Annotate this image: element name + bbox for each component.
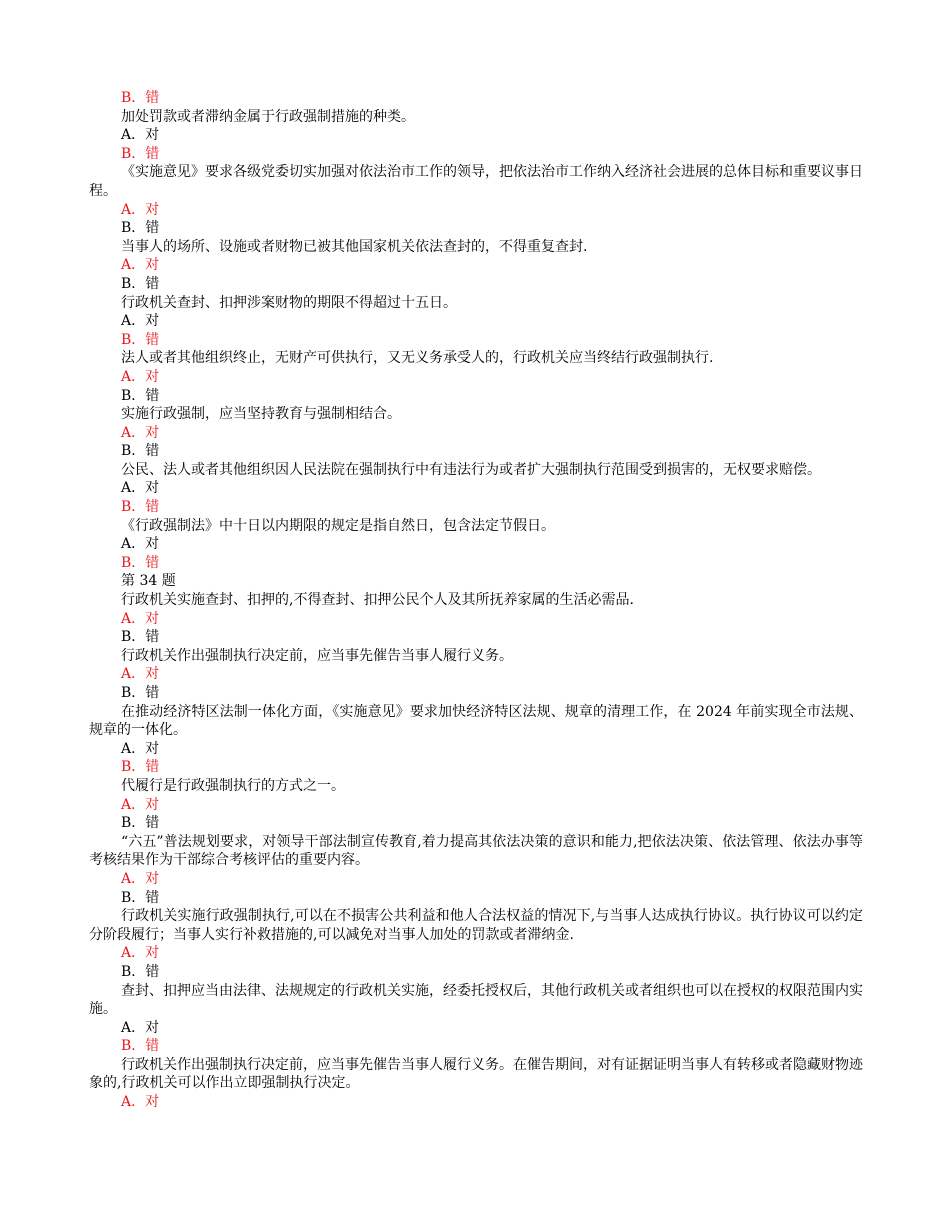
question-text: 实施行政强制，应当坚持教育与强制相结合。 [121, 406, 401, 423]
question-text: 当事人的场所、设施或者财物已被其他国家机关依法查封的，不得重复查封. [121, 238, 588, 255]
correct-answer-option: B．错 [121, 554, 160, 571]
correct-answer-option: A．对 [121, 666, 160, 683]
correct-answer-option: A．对 [121, 257, 160, 274]
answer-option: A．对 [121, 1019, 160, 1036]
answer-option: A．对 [121, 313, 160, 330]
question-text: 《实施意见》要求各级党委切实加强对依法治市工作的领导，把依法治市工作纳入经济社会进展的总体目标和重要议事日程。 [89, 164, 863, 199]
question-text: 《行政强制法》中十日以内期限的规定是指自然日，包含法定节假日。 [121, 517, 555, 534]
correct-answer-option: A．对 [121, 945, 160, 962]
answer-option: B．错 [121, 963, 160, 980]
question-number-heading: 第 34 题 [121, 573, 176, 590]
question-text: 加处罚款或者滞纳金属于行政强制措施的种类。 [121, 108, 415, 125]
correct-answer-option: A．对 [121, 368, 160, 385]
correct-answer-option: B．错 [121, 1038, 160, 1055]
answer-option: B．错 [121, 815, 160, 832]
correct-answer-option: A．对 [121, 424, 160, 441]
correct-answer-option: B．错 [121, 145, 160, 162]
question-text: 公民、法人或者其他组织因人民法院在强制执行中有违法行为或者扩大强制执行范围受到损害的，无权要求赔偿。 [121, 461, 821, 478]
question-text: 行政机关作出强制执行决定前，应当事先催告当事人履行义务。 [121, 647, 513, 664]
correct-answer-option: A．对 [121, 870, 160, 887]
question-text: 在推动经济特区法制一体化方面，《实施意见》要求加快经济特区法规、规章的清理工作，在 2024 年前实现全市法规、规章的一体化。 [89, 703, 863, 739]
answer-option: A．对 [121, 480, 160, 497]
document-page [89, 89, 863, 1112]
question-text: 行政机关查封、扣押涉案财物的期限不得超过十五日。 [121, 294, 457, 311]
correct-answer-option: A．对 [121, 1094, 160, 1111]
answer-option: B．错 [121, 443, 160, 460]
answer-option: B．错 [121, 220, 160, 237]
correct-answer-option: A．对 [121, 610, 160, 627]
answer-option: A．对 [121, 127, 160, 144]
question-text: 行政机关作出强制执行决定前，应当事先催告当事人履行义务。在催告期间，对有证据证明当事人有转移或者隐藏财物迹象的,行政机关可以作出立即强制执行决定。 [89, 1056, 863, 1092]
correct-answer-option: B．错 [121, 331, 160, 348]
answer-option: A．对 [121, 536, 160, 553]
answer-option: B．错 [121, 629, 160, 646]
question-text: 行政机关实施行政强制执行,可以在不损害公共利益和他人合法权益的情况下,与当事人达成执行协议。执行协议可以约定分阶段履行；当事人实行补救措施的,可以减免对当事人加处的罚款或者滞纳金. [89, 908, 863, 943]
question-text: 行政机关实施查封、扣押的,不得查封、扣押公民个人及其所抚养家属的生活必需品. [121, 592, 634, 609]
question-text: 法人或者其他组织终止，无财产可供执行，又无义务承受人的，行政机关应当终结行政强制执行. [121, 350, 714, 367]
answer-option: B．错 [121, 275, 160, 292]
question-text: 查封、扣押应当由法律、法规规定的行政机关实施，经委托授权后，其他行政机关或者组织也可以在授权的权限范围内实施。 [89, 982, 863, 1018]
answer-option: B．错 [121, 889, 160, 906]
question-text: “六五”普法规划要求，对领导干部法制宣传教育,着力提高其依法决策的意识和能力,把依法决策、依法管理、依法办事等考核结果作为干部综合考核评估的重要内容。 [89, 833, 863, 869]
correct-answer-option: B．错 [121, 759, 160, 776]
correct-answer-option: A．对 [121, 201, 160, 218]
question-text: 代履行是行政强制执行的方式之一。 [121, 777, 345, 794]
correct-answer-option: A．对 [121, 796, 160, 813]
answer-option: B．错 [121, 685, 160, 701]
correct-answer-option: B．错 [121, 499, 160, 516]
correct-answer-option: B．错 [121, 90, 160, 106]
answer-option: B．错 [121, 387, 160, 404]
answer-option: A．对 [121, 740, 160, 757]
